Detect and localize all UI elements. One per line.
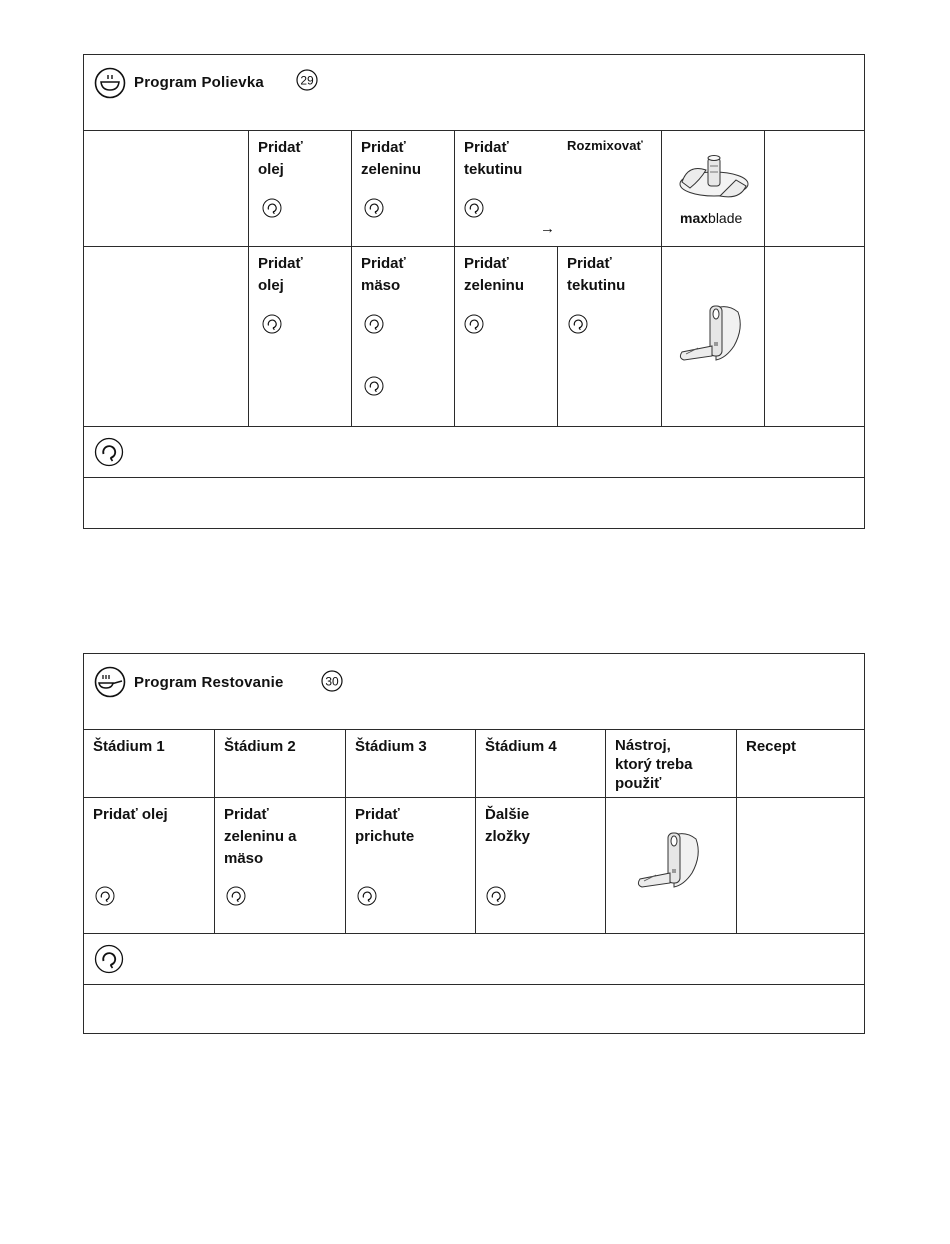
rotate-icon <box>364 314 384 334</box>
cell-text: Pridať zeleninu a mäso <box>224 806 297 867</box>
rotate-icon <box>95 886 115 906</box>
header-text: Štádium 3 <box>355 738 427 755</box>
maxblade-label: maxblade <box>680 210 743 226</box>
rotation-row <box>84 933 864 985</box>
rotate-icon <box>357 886 377 906</box>
cell-text: Pridať olej <box>258 255 303 294</box>
rotate-icon <box>94 437 124 467</box>
frying-pan-icon <box>94 666 126 698</box>
header-cell <box>214 729 345 797</box>
cell-text: Pridať tekutinu <box>567 255 626 294</box>
header-text: Štádium 1 <box>93 738 165 755</box>
recipe-cell <box>736 797 866 933</box>
program-number-badge <box>296 69 318 91</box>
soup-bowl-icon <box>94 67 126 99</box>
cell-text: Pridať zeleninu <box>361 139 422 178</box>
row-label-cell <box>84 130 248 246</box>
rotate-icon <box>262 198 282 218</box>
program-restovanie-table <box>83 653 865 1034</box>
program-number: 29 <box>300 73 314 88</box>
table-row <box>84 246 864 427</box>
program-title: Program Restovanie <box>134 674 284 691</box>
cell-text: Ďalšie zložky <box>485 806 531 845</box>
cell-text: Pridať tekutinu <box>464 139 523 178</box>
header-text: Štádium 2 <box>224 738 296 755</box>
cell-text: Pridať olej <box>258 139 303 178</box>
cell-text: Pridať mäso <box>361 255 406 294</box>
table-row <box>84 130 864 247</box>
rotate-icon <box>364 376 384 396</box>
table-cell <box>248 130 351 246</box>
table-cell <box>454 246 557 426</box>
tool-cell <box>661 130 764 246</box>
rotate-icon <box>464 198 484 218</box>
program-polievka-table <box>83 54 865 529</box>
program-header <box>84 55 864 131</box>
row-label-cell <box>84 246 248 426</box>
program-title: Program Polievka <box>134 74 264 91</box>
header-cell <box>84 729 214 797</box>
paddle-tool-icon <box>676 302 750 371</box>
tool-cell <box>605 797 736 933</box>
paddle-tool-icon <box>634 829 708 898</box>
table-cell <box>84 797 214 933</box>
header-cell <box>475 729 605 797</box>
table-cell <box>214 797 345 933</box>
header-cell <box>605 729 736 797</box>
header-text: Recept <box>746 738 797 755</box>
rotate-icon <box>464 314 484 334</box>
table-cell <box>475 797 605 933</box>
cell-text: Pridať prichute <box>355 806 415 845</box>
rotate-icon <box>262 314 282 334</box>
rotate-icon <box>94 944 124 974</box>
notes-row <box>84 984 864 1034</box>
table-row <box>84 797 864 934</box>
rotate-icon <box>568 314 588 334</box>
rotate-icon <box>364 198 384 218</box>
rotate-icon <box>486 886 506 906</box>
cell-text: Pridať zeleninu <box>464 255 525 294</box>
table-cell <box>351 246 454 426</box>
table-cell <box>351 130 454 246</box>
table-header-row <box>84 729 864 798</box>
header-text: Nástroj, ktorý treba použiť <box>615 737 693 792</box>
recipe-cell <box>764 130 866 246</box>
recipe-cell <box>764 246 866 426</box>
table-cell <box>454 130 661 246</box>
cell-text: Pridať olej <box>93 806 168 823</box>
header-text: Štádium 4 <box>485 738 557 755</box>
arrow-right-icon: → <box>540 220 555 237</box>
table-cell <box>557 246 661 426</box>
rotation-row <box>84 426 864 478</box>
blend-label: Rozmixovať <box>567 138 643 153</box>
header-cell <box>736 729 866 797</box>
program-number: 30 <box>325 674 339 689</box>
maxblade-tool-icon <box>676 152 752 209</box>
tool-cell <box>661 246 764 426</box>
program-number-badge <box>321 670 343 692</box>
table-cell <box>248 246 351 426</box>
rotate-icon <box>226 886 246 906</box>
program-header <box>84 654 864 730</box>
table-cell <box>345 797 475 933</box>
header-cell <box>345 729 475 797</box>
notes-row <box>84 477 864 529</box>
